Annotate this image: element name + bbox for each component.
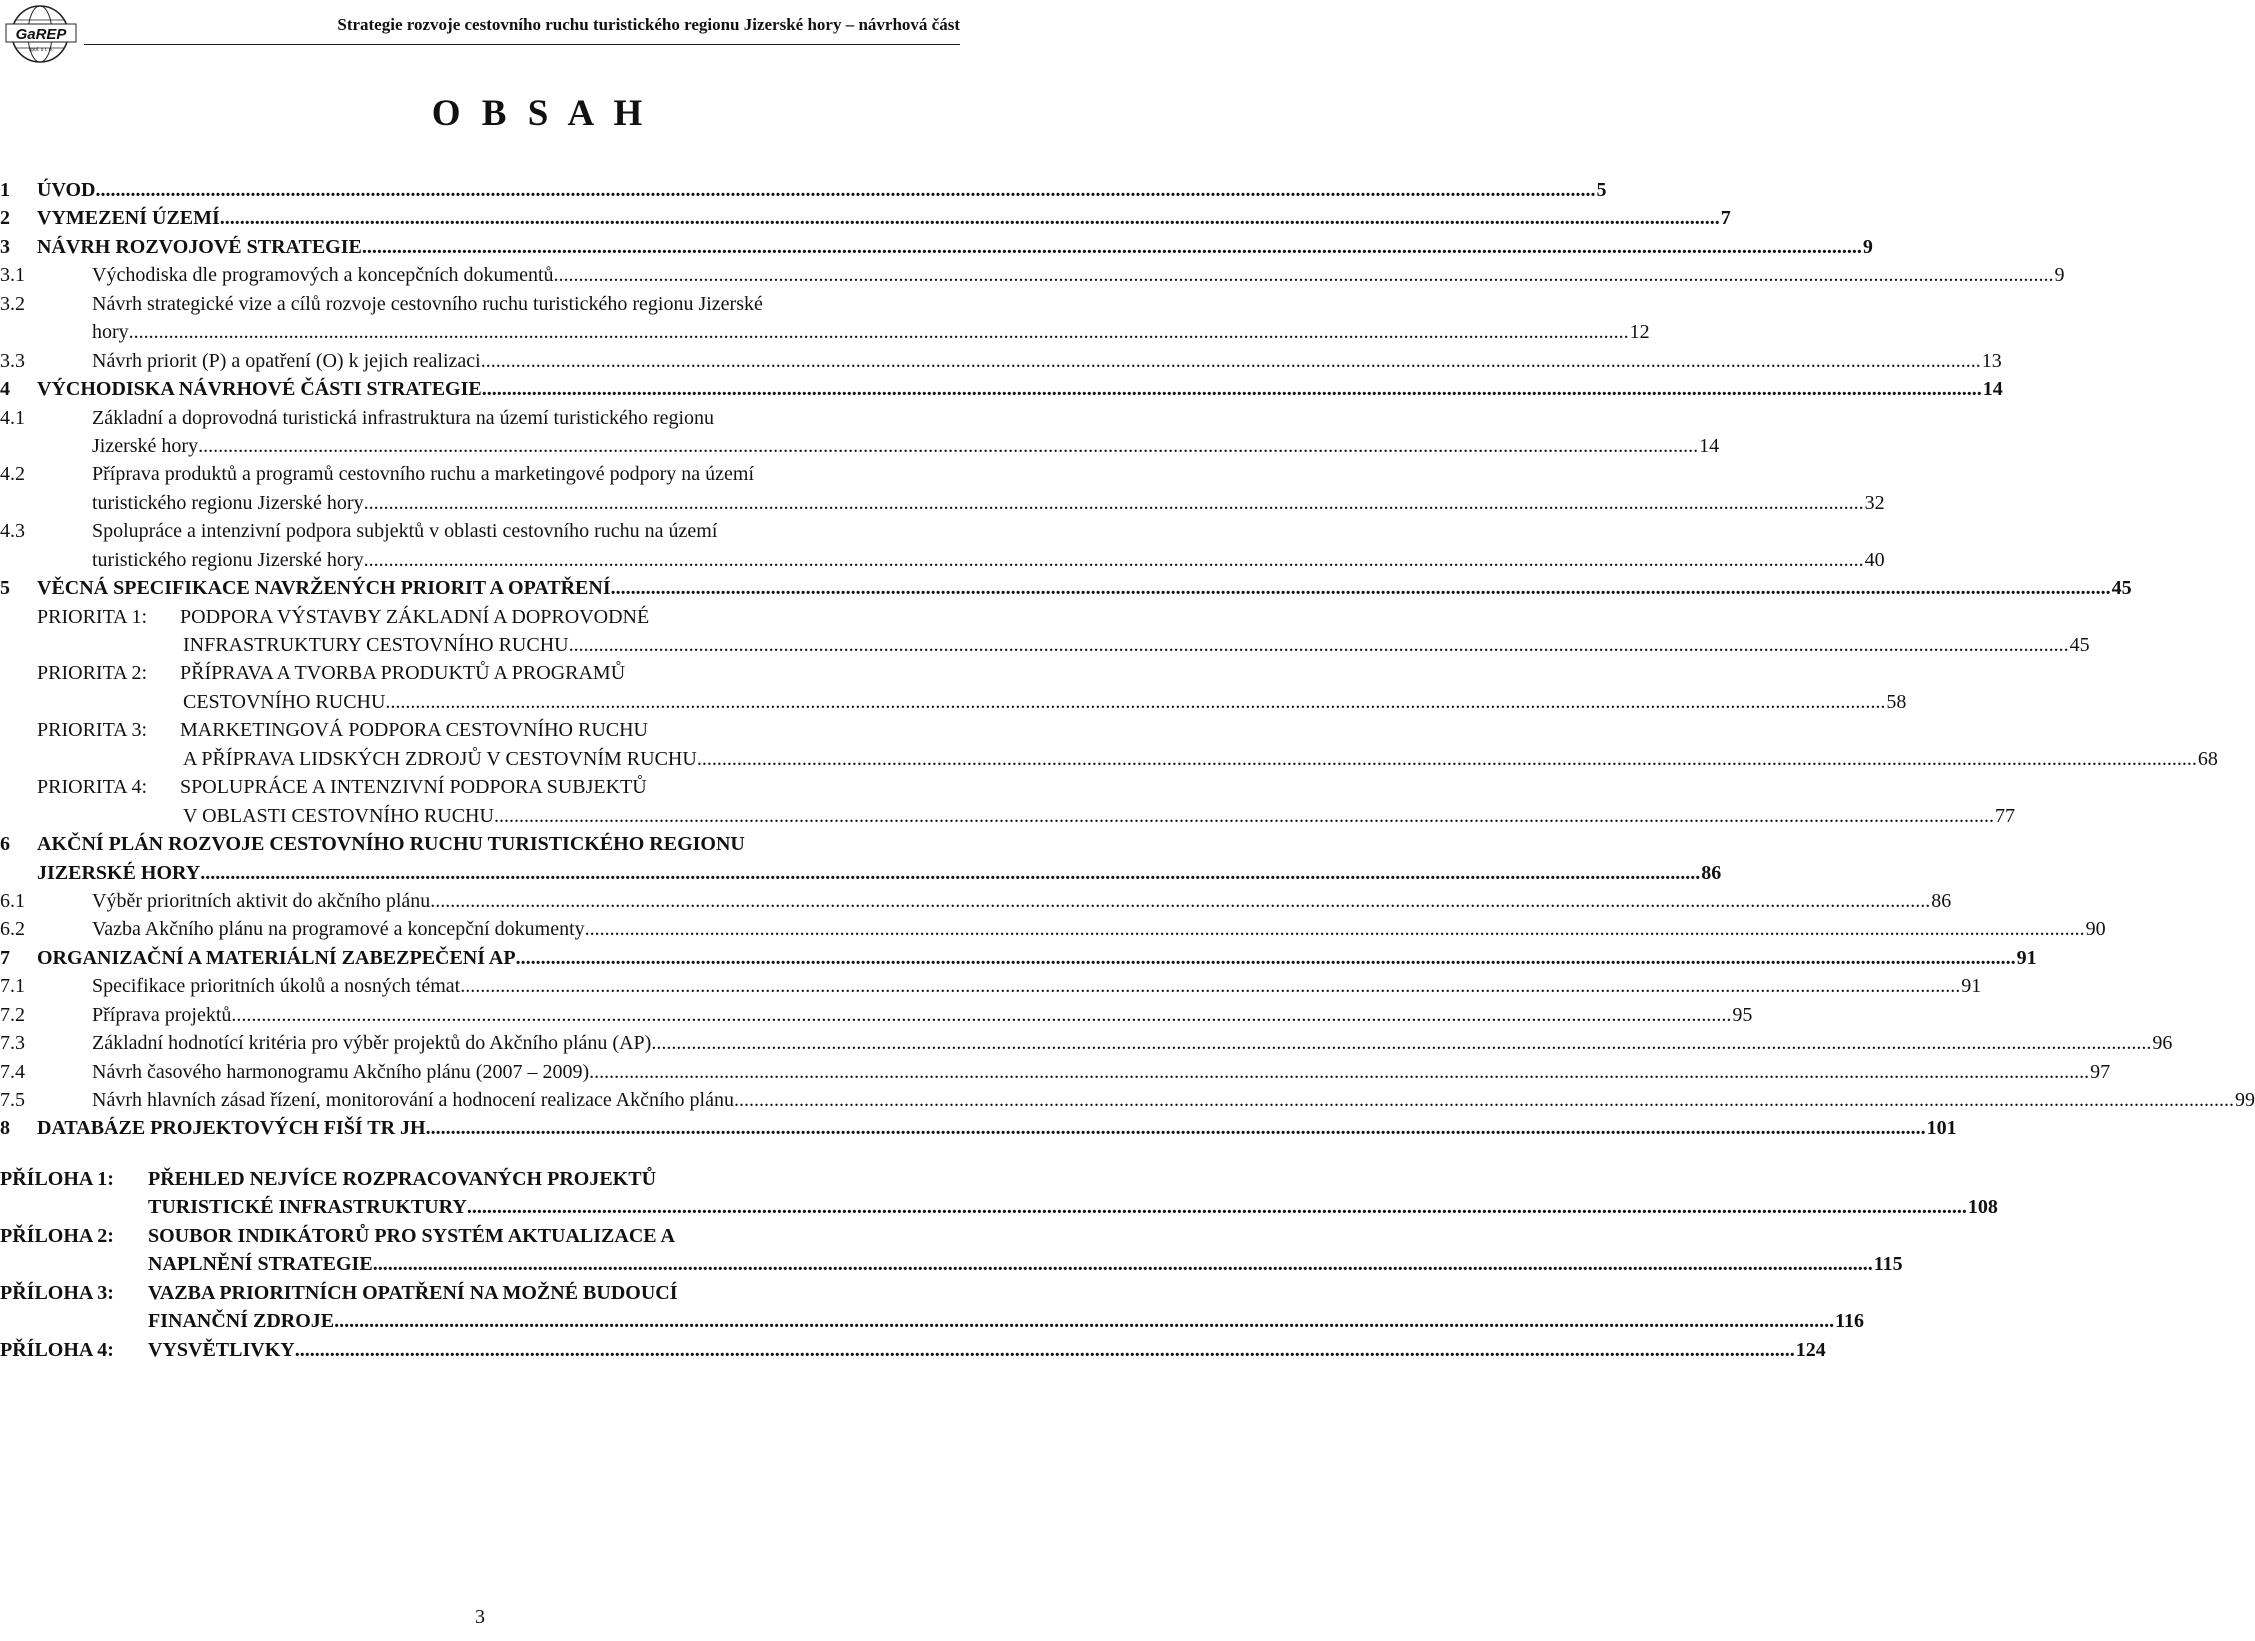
toc-entry-page: 99 xyxy=(2234,1089,2255,1111)
toc-entry-page: 58 xyxy=(1886,690,1907,713)
dot-leader: ............................................................................................................................................................................................................................................................................................................ xyxy=(200,861,1701,884)
dot-leader: ............................................................................................................................................................................................................................................................................................................ xyxy=(219,207,1720,230)
toc-entry-page: 90 xyxy=(2085,918,2106,941)
toc-line[interactable] xyxy=(0,318,1650,346)
toc-entry-page: 45 xyxy=(2111,577,2132,600)
dot-leader: ............................................................................................................................................................................................................................................................................................................ xyxy=(568,634,2069,656)
toc-entry-number: 7.1 xyxy=(0,975,25,998)
toc-entry-title: Východiska dle programových a koncepčních dokumentů xyxy=(92,264,554,287)
dot-leader: ............................................................................................................................................................................................................................................................................................................ xyxy=(334,1310,1835,1333)
toc-entry-title: JIZERSKÉ HORY xyxy=(37,861,201,884)
toc-line[interactable] xyxy=(0,261,2065,289)
header-rule xyxy=(84,44,960,45)
toc-line[interactable] xyxy=(0,347,2002,375)
toc-entry-title: Příprava produktů a programů cestovního ruchu a marketingové podpory na území xyxy=(92,463,755,486)
toc-entry-title: NÁVRH ROZVOJOVÉ STRATEGIE xyxy=(37,235,362,258)
toc-line[interactable] xyxy=(0,631,2090,659)
toc-entry-prefix: PŘÍLOHA 4: xyxy=(0,1338,114,1361)
toc-line[interactable] xyxy=(0,1165,960,1193)
toc-entry-title: Výběr prioritních aktivit do akčního plánu xyxy=(92,889,431,912)
dot-leader: ............................................................................................................................................................................................................................................................................................................ xyxy=(363,491,1864,514)
toc-entry-prefix: PRIORITA 3: xyxy=(37,719,148,742)
toc-entry-title: hory xyxy=(92,321,129,344)
toc-line[interactable] xyxy=(0,375,2003,403)
page-number: 3 xyxy=(475,1606,485,1628)
toc-entry-page: 91 xyxy=(1961,975,1982,998)
toc-line[interactable] xyxy=(0,290,960,318)
toc-entry-prefix: PRIORITA 2: xyxy=(37,662,148,685)
toc-entry-title: Specifikace prioritních úkolů a nosných témat xyxy=(92,975,461,998)
toc-entry-number: 3.1 xyxy=(0,264,25,287)
toc-entry-page: 86 xyxy=(1701,861,1722,884)
toc-entry-page: 77 xyxy=(1994,804,2015,827)
toc-entry-title: Vazba Akčního plánu na programové a koncepční dokumenty xyxy=(92,918,585,941)
toc-line[interactable] xyxy=(0,1114,1957,1142)
toc-entry-title: Jizerské hory xyxy=(92,434,199,457)
dot-leader: ............................................................................................................................................................................................................................................................................................................ xyxy=(553,264,2054,287)
toc-entry-number: 4 xyxy=(0,378,10,401)
toc-entry-title: AKČNÍ PLÁN ROZVOJE CESTOVNÍHO RUCHU TURISTICKÉHO REGIONU xyxy=(37,833,745,856)
toc-line[interactable] xyxy=(0,859,1722,887)
toc-entry-page: 14 xyxy=(1982,378,2003,401)
toc-entry-page: 32 xyxy=(1864,491,1885,514)
toc-entry-page: 108 xyxy=(1967,1196,1998,1219)
toc-entry-page: 91 xyxy=(2016,946,2037,969)
toc-entry-prefix: PRIORITA 4: xyxy=(37,776,148,799)
toc-line[interactable] xyxy=(0,460,960,488)
dot-leader: ............................................................................................................................................................................................................................................................................................................ xyxy=(515,946,2016,969)
toc-line[interactable] xyxy=(0,915,2106,943)
toc-entry-page: 95 xyxy=(1732,1003,1753,1026)
toc-line[interactable] xyxy=(0,517,960,545)
toc-entry-title: DATABÁZE PROJEKTOVÝCH FIŠÍ TR JH xyxy=(37,1117,426,1140)
toc-line[interactable] xyxy=(0,432,1720,460)
toc-entry-title: Návrh strategické vize a cílů rozvoje cestovního ruchu turistického regionu Jizerské xyxy=(92,292,763,315)
dot-leader: ............................................................................................................................................................................................................................................................................................................ xyxy=(460,975,1961,998)
toc-entry-page: 13 xyxy=(1981,349,2002,372)
toc-line[interactable] xyxy=(0,546,1885,574)
toc-entry-title: Návrh časového harmonogramu Akčního plánu (2007 – 2009) xyxy=(92,1060,590,1083)
toc-entry-number: 7.2 xyxy=(0,1003,25,1026)
toc-entry-number: 5 xyxy=(0,577,10,600)
toc-entry-number: 4.2 xyxy=(0,463,25,486)
toc-entry-number: 7.3 xyxy=(0,1032,25,1055)
logo-text: GaREP xyxy=(15,26,67,43)
toc-entry-page: 101 xyxy=(1926,1117,1957,1140)
toc-entry-title: Příprava projektů xyxy=(92,1003,232,1026)
table-of-contents xyxy=(0,176,2255,1364)
toc-line[interactable] xyxy=(0,944,2037,972)
toc-entry-number: 8 xyxy=(0,1117,10,1140)
toc-entry-title: turistického regionu Jizerské hory xyxy=(92,548,364,571)
toc-entry-page: 5 xyxy=(1596,179,1607,201)
toc-entry-number: 3.3 xyxy=(0,349,25,372)
toc-entry-page: 9 xyxy=(1862,235,1873,258)
toc-entry-page: 9 xyxy=(2054,264,2065,287)
toc-entry-prefix: PŘÍLOHA 1: xyxy=(0,1167,114,1190)
toc-entry-page: 45 xyxy=(2069,634,2090,656)
toc-entry-number: 7 xyxy=(0,946,10,969)
toc-entry-title: SPOLUPRÁCE A INTENZIVNÍ PODPORA SUBJEKTŮ xyxy=(180,776,647,799)
toc-line[interactable] xyxy=(0,688,1907,716)
dot-leader: ............................................................................................................................................................................................................................................................................................................ xyxy=(466,1196,1967,1219)
toc-entry-title: MARKETINGOVÁ PODPORA CESTOVNÍHO RUCHU xyxy=(180,719,648,742)
toc-entry-title: VAZBA PRIORITNÍCH OPATŘENÍ NA MOŽNÉ BUDOUCÍ xyxy=(148,1281,678,1304)
toc-entry-number: 3 xyxy=(0,235,10,258)
dot-leader: ............................................................................................................................................................................................................................................................................................................ xyxy=(363,548,1864,571)
dot-leader: ............................................................................................................................................................................................................................................................................................................ xyxy=(198,434,1699,457)
toc-entry-title: Návrh priorit (P) a opatření (O) k jejich realizaci xyxy=(92,349,481,372)
toc-entry-title: INFRASTRUKTURY CESTOVNÍHO RUCHU xyxy=(183,634,569,656)
toc-entry-page: 96 xyxy=(2152,1032,2173,1055)
toc-line[interactable] xyxy=(0,1086,2255,1114)
toc-entry-title: TURISTICKÉ INFRASTRUKTURY xyxy=(148,1196,467,1219)
toc-line[interactable] xyxy=(0,773,960,801)
toc-entry-number: 4.1 xyxy=(0,406,25,429)
document-title: O B S A H xyxy=(431,93,649,134)
toc-entry-title: PŘEHLED NEJVÍCE ROZPRACOVANÝCH PROJEKTŮ xyxy=(148,1167,657,1190)
toc-entry-prefix: PRIORITA 1: xyxy=(37,605,148,628)
toc-entry-page: 97 xyxy=(2090,1060,2111,1083)
toc-entry-title: VYMEZENÍ ÚZEMÍ xyxy=(37,207,220,230)
toc-line[interactable] xyxy=(0,404,960,432)
toc-entry-title: SOUBOR INDIKÁTORŮ PRO SYSTÉM AKTUALIZACE A xyxy=(148,1224,675,1247)
toc-line[interactable] xyxy=(0,1279,960,1307)
toc-entry-page: 14 xyxy=(1699,434,1720,457)
toc-entry-number: 7.5 xyxy=(0,1089,25,1111)
toc-entry-title: VYSVĚTLIVKY xyxy=(148,1338,295,1361)
header-title: Strategie rozvoje cestovního ruchu turistického regionu Jizerské hory – návrhová část xyxy=(337,15,960,34)
dot-leader: ............................................................................................................................................................................................................................................................................................................ xyxy=(425,1117,1926,1140)
toc-entry-title: PODPORA VÝSTAVBY ZÁKLADNÍ A DOPROVODNÉ xyxy=(180,605,650,628)
dot-leader: ............................................................................................................................................................................................................................................................................................................ xyxy=(589,1060,2090,1083)
dot-leader: ............................................................................................................................................................................................................................................................................................................ xyxy=(372,1253,1873,1276)
dot-leader: ............................................................................................................................................................................................................................................................................................................ xyxy=(231,1003,1732,1026)
toc-line[interactable] xyxy=(0,176,1607,204)
toc-entry-title: NAPLNĚNÍ STRATEGIE xyxy=(148,1253,373,1276)
toc-line[interactable] xyxy=(0,1307,1865,1335)
toc-entry-prefix: PŘÍLOHA 3: xyxy=(0,1281,114,1304)
toc-entry-number: 7.4 xyxy=(0,1060,25,1083)
toc-line[interactable] xyxy=(0,1222,960,1250)
toc-entry-title: PŘÍPRAVA A TVORBA PRODUKTŮ A PROGRAMŮ xyxy=(180,662,626,685)
dot-leader: ............................................................................................................................................................................................................................................................................................................ xyxy=(733,1089,2234,1111)
toc-entry-title: ÚVOD xyxy=(37,179,96,201)
toc-line[interactable] xyxy=(0,802,2015,830)
dot-leader: ............................................................................................................................................................................................................................................................................................................ xyxy=(651,1032,2152,1055)
toc-entry-page: 40 xyxy=(1864,548,1885,571)
toc-entry-title: FINANČNÍ ZDROJE xyxy=(148,1310,335,1333)
toc-entry-title: Spolupráce a intenzivní podpora subjektů v oblasti cestovního ruchu na území xyxy=(92,520,718,543)
toc-entry-number: 6 xyxy=(0,833,10,856)
dot-leader: ............................................................................................................................................................................................................................................................................................................ xyxy=(610,577,2111,600)
toc-line[interactable] xyxy=(0,830,960,858)
toc-entry-title: CESTOVNÍHO RUCHU xyxy=(183,690,386,713)
toc-entry-page: 68 xyxy=(2197,747,2218,770)
dot-leader: ............................................................................................................................................................................................................................................................................................................ xyxy=(361,235,1862,258)
toc-line[interactable] xyxy=(0,489,1885,517)
toc-entry-number: 2 xyxy=(0,207,10,230)
toc-entry-page: 115 xyxy=(1873,1253,1903,1276)
toc-line[interactable] xyxy=(0,887,1952,915)
toc-entry-title: V OBLASTI CESTOVNÍHO RUCHU xyxy=(183,804,494,827)
toc-line[interactable] xyxy=(0,574,2132,602)
toc-entry-title: VÝCHODISKA NÁVRHOVÉ ČÁSTI STRATEGIE xyxy=(37,378,482,401)
toc-entry-number: 3.2 xyxy=(0,292,25,315)
toc-line[interactable] xyxy=(0,1001,1753,1029)
toc-entry-page: 7 xyxy=(1720,207,1731,230)
toc-line[interactable] xyxy=(0,1058,2111,1086)
toc-entry-page: 124 xyxy=(1795,1338,1826,1361)
toc-entry-number: 6.2 xyxy=(0,918,25,941)
toc-entry-title: turistického regionu Jizerské hory xyxy=(92,491,364,514)
dot-leader: ............................................................................................................................................................................................................................................................................................................ xyxy=(493,804,1994,827)
toc-entry-title: Základní a doprovodná turistická infrastruktura na území turistického regionu xyxy=(92,406,715,429)
dot-leader: ............................................................................................................................................................................................................................................................................................................ xyxy=(696,747,2197,770)
toc-line[interactable] xyxy=(0,972,1982,1000)
toc-line[interactable] xyxy=(0,659,960,687)
company-logo xyxy=(2,2,82,66)
toc-line[interactable] xyxy=(0,716,960,744)
toc-entry-title: VĚCNÁ SPECIFIKACE NAVRŽENÝCH PRIORIT A OPATŘENÍ xyxy=(37,577,611,600)
toc-line[interactable] xyxy=(0,1193,1998,1221)
toc-entry-number: 4.3 xyxy=(0,520,25,543)
toc-entry-title: Základní hodnotící kritéria pro výběr projektů do Akčního plánu (AP) xyxy=(92,1032,652,1055)
toc-line[interactable] xyxy=(0,1029,2173,1057)
toc-line[interactable] xyxy=(0,603,960,631)
dot-leader: ............................................................................................................................................................................................................................................................................................................ xyxy=(95,179,1596,201)
dot-leader: ............................................................................................................................................................................................................................................................................................................ xyxy=(480,349,1981,372)
dot-leader: ............................................................................................................................................................................................................................................................................................................ xyxy=(584,918,2085,941)
logo-subtext: spol. s r. o. xyxy=(28,47,54,53)
toc-line[interactable] xyxy=(0,1250,1903,1278)
dot-leader: ............................................................................................................................................................................................................................................................................................................ xyxy=(481,378,1982,401)
toc-line[interactable] xyxy=(0,233,1873,261)
toc-line[interactable] xyxy=(0,1336,1826,1364)
toc-entry-page: 86 xyxy=(1931,889,1952,912)
toc-entry-page: 116 xyxy=(1835,1310,1865,1333)
dot-leader: ............................................................................................................................................................................................................................................................................................................ xyxy=(385,690,1886,713)
dot-leader: ............................................................................................................................................................................................................................................................................................................ xyxy=(430,889,1931,912)
toc-entry-title: A PŘÍPRAVA LIDSKÝCH ZDROJŮ V CESTOVNÍM RUCHU xyxy=(183,747,697,770)
toc-entry-prefix: PŘÍLOHA 2: xyxy=(0,1224,114,1247)
toc-entry-page: 12 xyxy=(1629,321,1650,344)
dot-leader: ............................................................................................................................................................................................................................................................................................................ xyxy=(128,321,1629,344)
toc-line[interactable] xyxy=(0,745,2218,773)
toc-entry-number: 1 xyxy=(0,179,10,201)
toc-line[interactable] xyxy=(0,204,1731,232)
toc-entry-title: ORGANIZAČNÍ A MATERIÁLNÍ ZABEZPEČENÍ AP xyxy=(37,946,516,969)
dot-leader: ............................................................................................................................................................................................................................................................................................................ xyxy=(294,1338,1795,1361)
toc-entry-number: 6.1 xyxy=(0,889,25,912)
toc-entry-title: Návrh hlavních zásad řízení, monitorování a hodnocení realizace Akčního plánu xyxy=(92,1089,734,1111)
